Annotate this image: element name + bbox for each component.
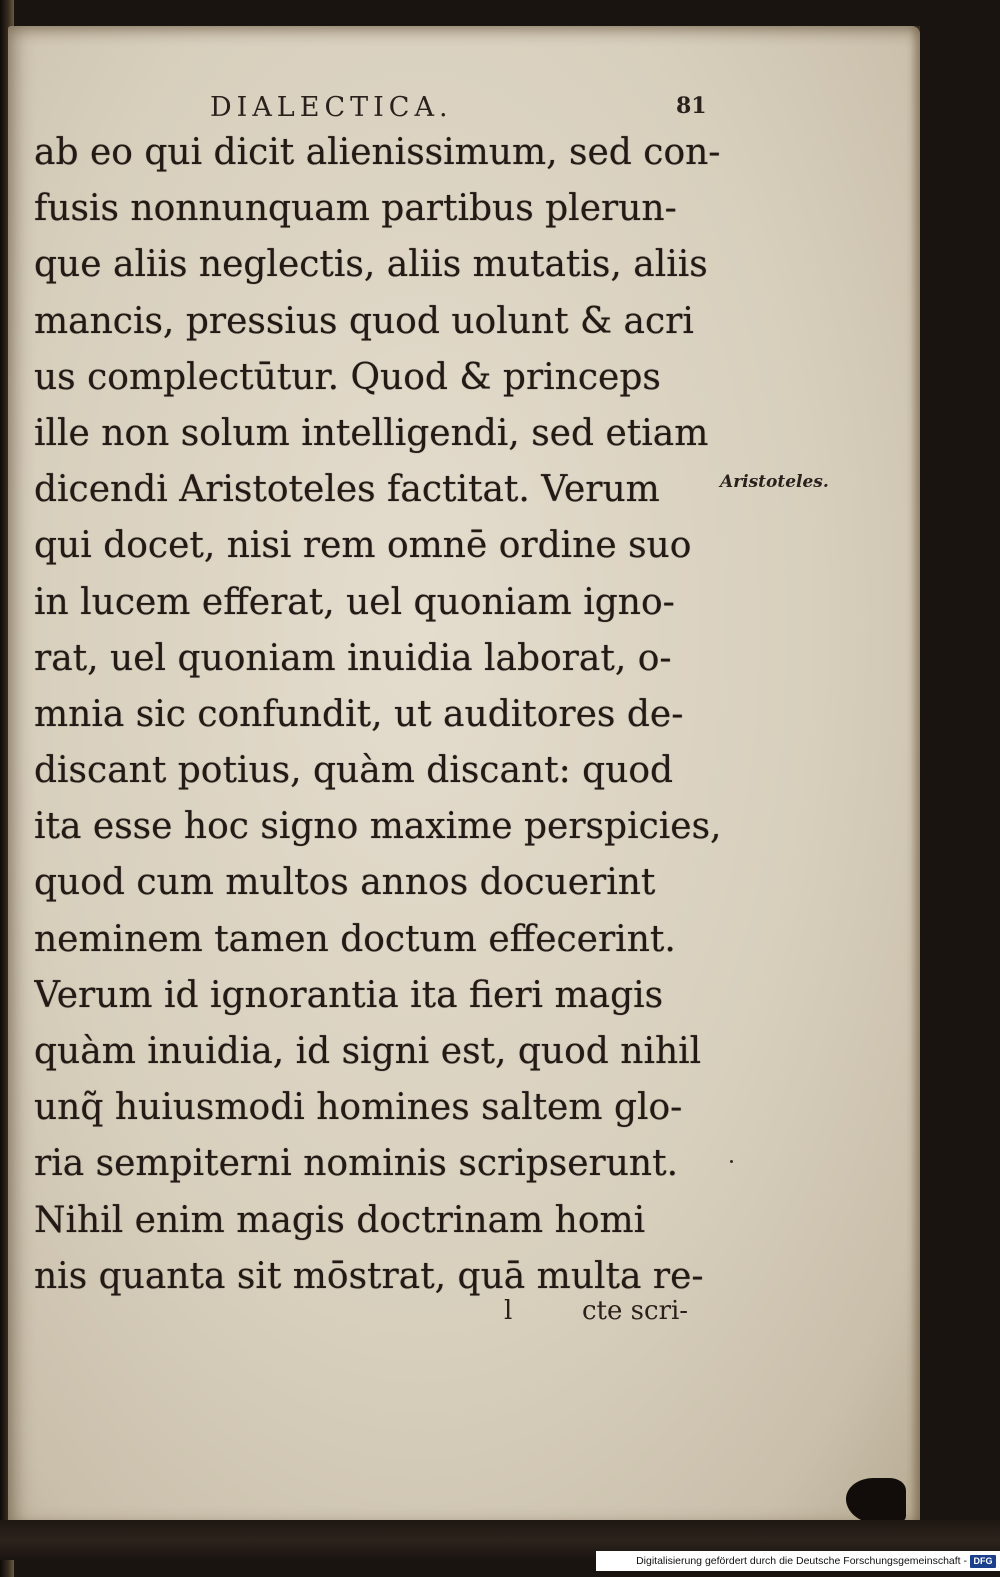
catchword-line: [504, 1296, 724, 1326]
body-text: [34, 125, 724, 1305]
text-line: mnia sic confundit, ut auditores de-: [34, 693, 684, 735]
catchword: cte scri-: [582, 1296, 689, 1326]
text-line: in lucem efferat, uel quoniam igno-: [34, 581, 675, 623]
text-line: ita esse hoc signo maxime perspicies,: [34, 806, 722, 848]
text-line: mancis, pressius quod uolunt & acri: [34, 300, 694, 342]
text-line: fusis nonnunquam partibus plerun-: [34, 188, 677, 230]
text-line: us complectūtur. Quod & princeps: [34, 356, 661, 398]
credit-text: Digitalisierung gefördert durch die Deutsche Forschungsgemeinschaft -: [636, 1555, 967, 1567]
text-line: Verum id ignorantia ita fieri magis: [34, 974, 664, 1016]
text-line: unq̃ huiusmodi homines saltem glo-: [34, 1087, 683, 1129]
dfg-logo: DFG: [970, 1555, 996, 1568]
text-line: Nihil enim magis doctrinam homi: [34, 1199, 646, 1241]
text-line: ab eo qui dicit alienissimum, sed con-: [34, 132, 721, 173]
text-line: qui docet, nisi rem omnē ordine suo: [34, 525, 692, 567]
signature-mark: l: [504, 1296, 513, 1326]
text-line: que aliis neglectis, aliis mutatis, aliis: [34, 244, 708, 286]
text-line: ria sempiterni nominis scripserunt.: [34, 1143, 679, 1185]
text-line: discant potius, quàm discant: quod: [34, 750, 674, 792]
running-head: DIALECTICA.: [210, 92, 453, 123]
text-line: dicendi Aristoteles factitat. Verum: [34, 469, 660, 511]
marginal-note: Aristoteles.: [720, 472, 829, 492]
text-line: quod cum multos annos docuerint: [34, 862, 656, 904]
digitization-credit: [596, 1551, 1000, 1571]
text-line: nis quanta sit mōstrat, quā multa re-: [34, 1255, 704, 1297]
text-line: rat, uel quoniam inuidia laborat, o-: [34, 637, 672, 679]
page-number: 81: [676, 93, 707, 119]
text-line: quàm inuidia, id signi est, quod nihil: [34, 1031, 702, 1072]
ink-speck: [730, 1160, 733, 1163]
text-line: neminem tamen doctum effecerint.: [34, 918, 676, 960]
page-edge-shadow: [910, 26, 920, 1526]
text-line: ille non solum intelligendi, sed etiam: [34, 412, 709, 454]
